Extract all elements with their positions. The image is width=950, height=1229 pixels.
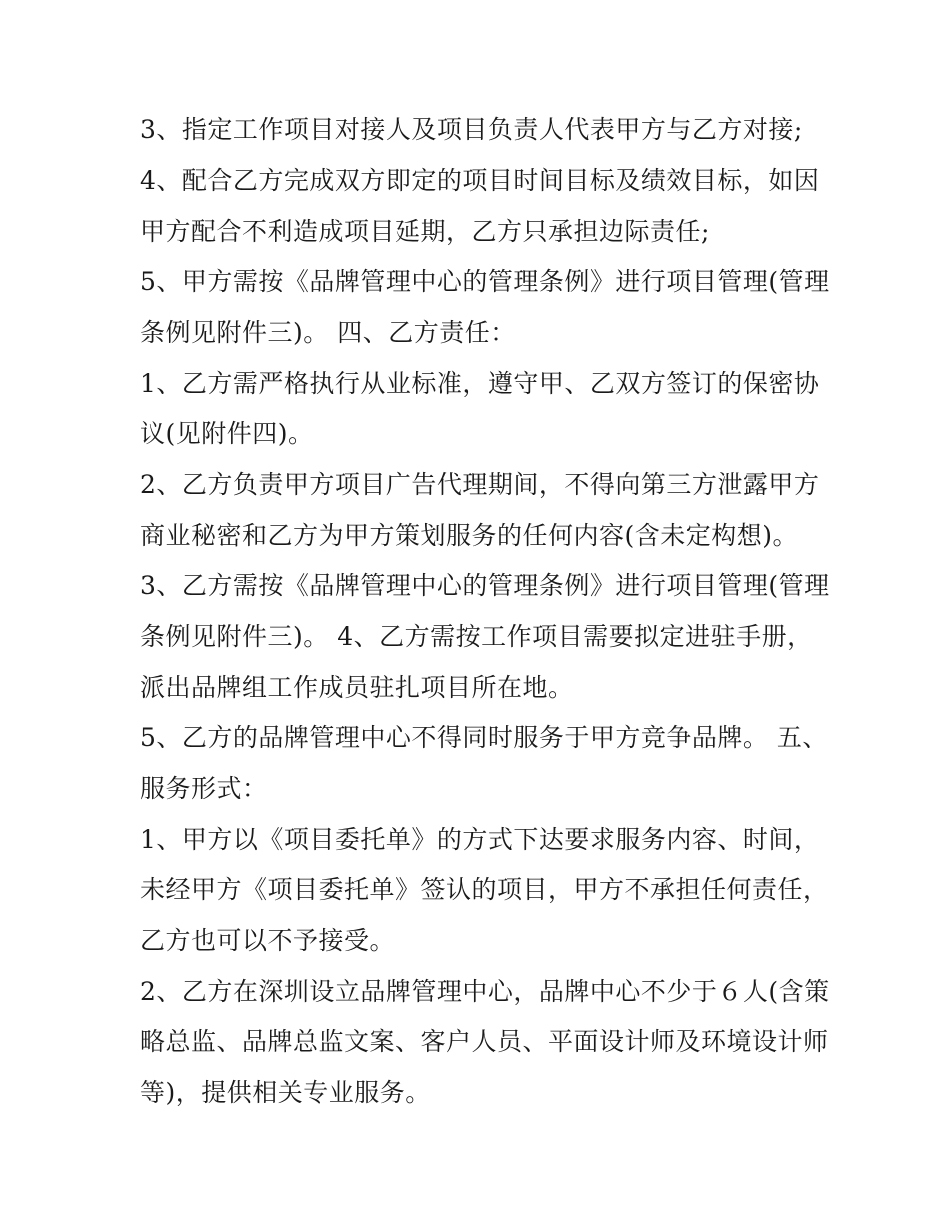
text-line: 服务形式： xyxy=(140,774,268,803)
text-line: 未经甲方《项目委托单》签认的项目，甲方不承担任何责任， xyxy=(140,875,829,904)
text-line: 条例见附件三)。 4、乙方需按工作项目需要拟定进驻手册， xyxy=(140,622,813,651)
text-line: 5、乙方的品牌管理中心不得同时服务于甲方竞争品牌。 五、 xyxy=(140,723,828,752)
text-line: 甲方配合不利造成项目延期，乙方只承担边际责任; xyxy=(140,217,710,246)
text-line: 2、乙方在深圳设立品牌管理中心，品牌中心不少于６人(含策 xyxy=(140,977,830,1006)
text-line: 3、乙方需按《品牌管理中心的管理条例》进行项目管理(管理 xyxy=(140,571,830,600)
text-line: 4、配合乙方完成双方即定的项目时间目标及绩效目标，如因 xyxy=(140,166,820,195)
text-line: 略总监、品牌总监文案、客户人员、平面设计师及环境设计师 xyxy=(140,1027,829,1056)
text-line: 2、乙方负责甲方项目广告代理期间，不得向第三方泄露甲方 xyxy=(140,470,820,499)
text-line: 议(见附件四)。 xyxy=(140,419,314,448)
text-line: 商业秘密和乙方为甲方策划服务的任何内容(含未定构想)。 xyxy=(140,521,799,550)
text-line: 等)，提供相关专业服务。 xyxy=(140,1078,431,1107)
text-line: 1、乙方需严格执行从业标准，遵守甲、乙双方签订的保密协 xyxy=(140,369,820,398)
text-line: 5、甲方需按《品牌管理中心的管理条例》进行项目管理(管理 xyxy=(140,267,830,296)
text-line: 条例见附件三)。 四、乙方责任： xyxy=(140,318,516,347)
text-line: 乙方也可以不予接受。 xyxy=(140,926,396,955)
text-line: 3、指定工作项目对接人及项目负责人代表甲方与乙方对接; xyxy=(140,115,803,144)
text-line: 派出品牌组工作成员驻扎项目所在地。 xyxy=(140,673,574,702)
text-line: 1、甲方以《项目委托单》的方式下达要求服务内容、时间， xyxy=(140,825,820,854)
